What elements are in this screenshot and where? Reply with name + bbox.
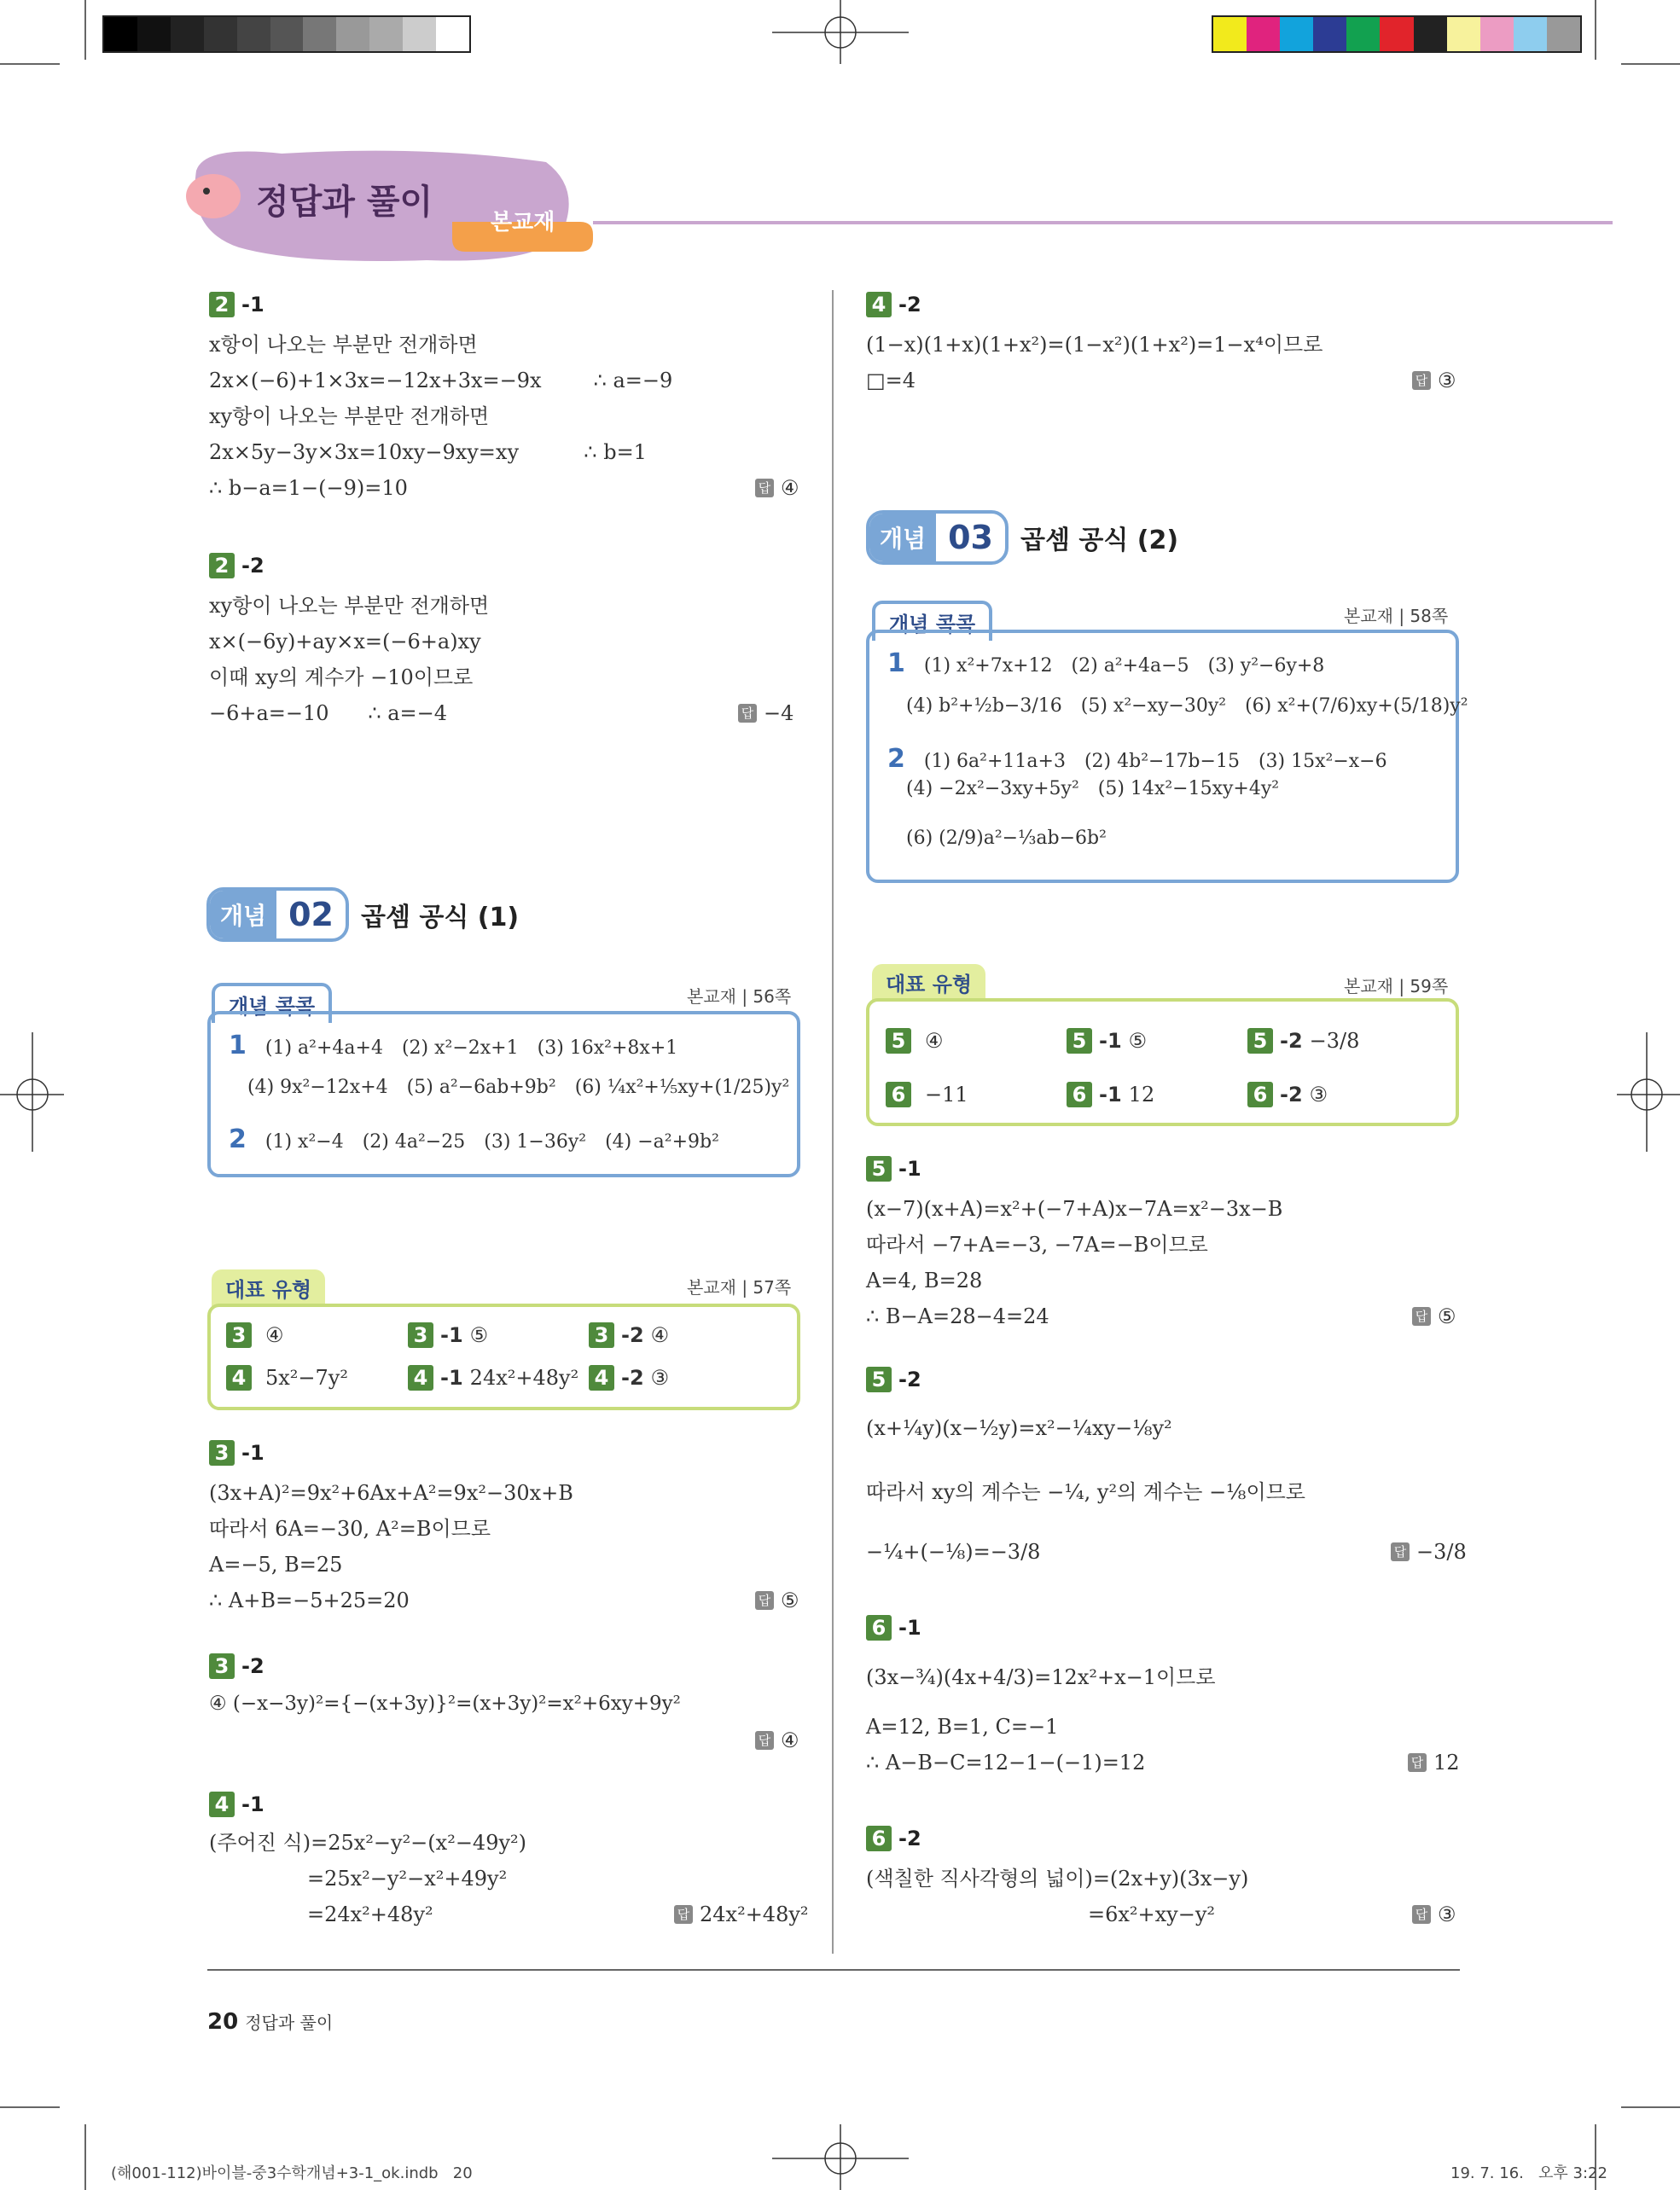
answer: 답 12 [1408, 1751, 1460, 1775]
box-label: 대표 유형 [212, 1269, 325, 1306]
box-item-1-row2: (4) 9x²−12x+4 (5) a²−6ab+9b² (6) ¼x²+⅕xy+(1/25)y² [247, 1077, 790, 1098]
problem-suffix: -2 [241, 1654, 264, 1678]
solution-line: 이때 xy의 계수가 −10이므로 [209, 665, 474, 689]
problem-2-1-heading [209, 292, 264, 317]
page-number: 20 [207, 2009, 239, 2035]
problem-number-badge: 6 [866, 1826, 892, 1851]
answer-mark-icon: 답 [755, 479, 774, 497]
solution-line: ∴ A+B=−5+25=20 [209, 1589, 410, 1612]
problem-number-badge: 2 [209, 553, 235, 578]
solution-line: A=−5, B=25 [209, 1553, 343, 1577]
solution-line: −6+a=−10 ∴ a=−4 [209, 701, 448, 725]
concept-number: 02 [288, 896, 334, 933]
answer-cell: 5 -2 −3/8 [1247, 1028, 1359, 1054]
concept-heading [866, 510, 1178, 565]
representative-types-box [207, 1304, 800, 1410]
solution-line: (x+¼y)(x−½y)=x²−¼xy−⅛y² [866, 1416, 1172, 1440]
solution-line: A=4, B=28 [866, 1269, 983, 1293]
answer-cell: 6 -1 12 [1067, 1082, 1154, 1107]
answer-cell: 5 ④ [886, 1028, 944, 1054]
solution-line: (x−7)(x+A)=x²+(−7+A)x−7A=x²−3x−B [866, 1197, 1283, 1221]
box-item-1-row2: (4) b²+½b−3/16 (5) x²−xy−30y² (6) x²+(7/6)xy+(5/18)y² [906, 695, 1468, 717]
solution-line: (1−x)(1+x)(1+x²)=(1−x²)(1+x²)=1−x⁴이므로 [866, 333, 1323, 357]
solution-line: x항이 나오는 부분만 전개하면 [209, 333, 478, 357]
answer-cell: 3 -2 ④ [589, 1322, 669, 1348]
answer-mark-icon: 답 [1412, 1307, 1431, 1326]
box-label: 개념 콕콕 [872, 601, 992, 641]
print-timestamp: 19. 7. 16. 오후 3:22 [1450, 2164, 1607, 2182]
page-footer [207, 2009, 333, 2035]
concept-title: 곱셈 공식 (2) [1020, 526, 1179, 555]
answer: 답 −4 [738, 701, 793, 725]
textbook-reference: 본교재 | 58쪽 [1344, 606, 1449, 626]
concept-number: 03 [948, 519, 993, 556]
solution-line: −¼+(−⅛)=−3/8 [866, 1540, 1041, 1564]
print-file-info: (해001-112)바이블-중3수학개념+3-1_ok.indb 20 [111, 2164, 473, 2182]
concept-heading [206, 887, 519, 942]
problem-suffix: -1 [241, 293, 264, 317]
problem-3-2-heading [209, 1653, 264, 1679]
solution-line: □=4 [866, 369, 916, 392]
box-label: 대표 유형 [872, 964, 985, 1001]
answer-cell: 6 −11 [886, 1082, 968, 1107]
box-item-1: 1 (1) x²+7x+12 (2) a²+4a−5 (3) y²−6y+8 [887, 648, 1325, 678]
answer-mark-icon: 답 [1408, 1753, 1427, 1772]
textbook-reference: 본교재 | 57쪽 [687, 1277, 792, 1298]
problem-suffix: -1 [898, 1616, 921, 1640]
problem-3-1-heading [209, 1440, 264, 1466]
problem-number-badge: 5 [866, 1156, 892, 1182]
solution-line: =24x²+48y² [307, 1902, 433, 1926]
solution-line: (주어진 식)=25x²−y²−(x²−49y²) [209, 1831, 527, 1855]
problem-6-2-heading [866, 1826, 921, 1851]
box-item-2-row2: (4) −2x²−3xy+5y² (5) 14x²−15xy+4y² [906, 778, 1280, 799]
solution-line: =25x²−y²−x²+49y² [307, 1867, 508, 1891]
answer: 답 ③ [1412, 1902, 1456, 1926]
box-item-2: 2 (1) 6a²+11a+3 (2) 4b²−17b−15 (3) 15x²−x−6 [887, 744, 1387, 774]
header-title: 정답과 풀이 [256, 183, 433, 222]
answer-mark-icon: 답 [755, 1591, 774, 1610]
answer-cell: 4 -2 ③ [589, 1365, 669, 1391]
problem-number-badge: 4 [209, 1792, 235, 1817]
textbook-reference: 본교재 | 56쪽 [687, 986, 792, 1007]
solution-line: ∴ A−B−C=12−1−(−1)=12 [866, 1751, 1146, 1775]
solution-line: 2x×5y−3y×3x=10xy−9xy=xy ∴ b=1 [209, 440, 647, 464]
answer: 답 ③ [1412, 369, 1456, 392]
answer: 답 ④ [755, 1728, 799, 1752]
concept-label: 개념 [869, 514, 936, 561]
problem-number-badge: 3 [209, 1653, 235, 1679]
answer: 답 ⑤ [755, 1589, 799, 1612]
answer: 답 −3/8 [1391, 1540, 1467, 1564]
solution-line: x×(−6y)+ay×x=(−6+a)xy [209, 630, 481, 654]
solution-line: (색칠한 직사각형의 넓이)=(2x+y)(3x−y) [866, 1867, 1249, 1891]
column-divider [832, 290, 834, 1954]
answer: 답 24x²+48y² [674, 1902, 809, 1926]
answer: 답 ④ [755, 476, 799, 500]
answer-mark-icon: 답 [674, 1905, 693, 1924]
textbook-reference: 본교재 | 59쪽 [1344, 976, 1449, 996]
problem-suffix: -1 [241, 1441, 264, 1465]
solution-line: (3x−¾)(4x+4/3)=12x²+x−1이므로 [866, 1665, 1216, 1689]
problem-5-2-heading [866, 1367, 921, 1392]
problem-suffix: -2 [241, 554, 264, 578]
answer-mark-icon: 답 [738, 704, 757, 723]
answer: 답 ⑤ [1412, 1304, 1456, 1328]
answer-cell: 6 -2 ③ [1247, 1082, 1328, 1107]
problem-4-2-heading [866, 292, 921, 317]
answer-mark-icon: 답 [1391, 1542, 1410, 1561]
solution-line: 따라서 −7+A=−3, −7A=−B이므로 [866, 1233, 1208, 1257]
answer-cell: 3 -1 ⑤ [408, 1322, 488, 1348]
header-tag: 본교재 [491, 210, 555, 235]
answer-cell: 4 5x²−7y² [226, 1365, 348, 1391]
box-item-2: 2 (1) x²−4 (2) 4a²−25 (3) 1−36y² (4) −a²+9b² [229, 1124, 719, 1154]
solution-line: =6x²+xy−y² [1088, 1902, 1216, 1926]
problem-number-badge: 2 [209, 292, 235, 317]
solution-line: 따라서 xy의 계수는 −¼, y²의 계수는 −⅛이므로 [866, 1480, 1305, 1504]
solution-line: ∴ b−a=1−(−9)=10 [209, 476, 408, 500]
answer-mark-icon: 답 [755, 1731, 774, 1750]
concept-label: 개념 [210, 891, 276, 938]
solution-line: ∴ B−A=28−4=24 [866, 1304, 1049, 1328]
answer-cell: 3 ④ [226, 1322, 284, 1348]
solution-line: 2x×(−6)+1×3x=−12x+3x=−9x ∴ a=−9 [209, 369, 673, 392]
solution-line: ④ (−x−3y)²={−(x+3y)}²=(x+3y)²=x²+6xy+9y² [209, 1693, 681, 1715]
solution-line: 따라서 6A=−30, A²=B이므로 [209, 1517, 491, 1541]
box-label: 개념 콕콕 [212, 983, 332, 1023]
problem-5-1-heading [866, 1156, 921, 1182]
problem-2-2-heading [209, 553, 264, 578]
page-label: 정답과 풀이 [245, 2013, 334, 2033]
problem-number-badge: 5 [866, 1367, 892, 1392]
answer-cell: 5 -1 ⑤ [1067, 1028, 1147, 1054]
solution-line: A=12, B=1, C=−1 [866, 1715, 1059, 1739]
answer-cell: 4 -1 24x²+48y² [408, 1365, 578, 1391]
problem-number-badge: 6 [866, 1615, 892, 1641]
problem-suffix: -2 [898, 293, 921, 317]
answer-mark-icon: 답 [1412, 1905, 1431, 1924]
box-item-2-row3: (6) (2/9)a²−⅓ab−6b² [906, 828, 1107, 849]
problem-4-1-heading [209, 1792, 264, 1817]
solution-line: xy항이 나오는 부분만 전개하면 [209, 594, 490, 618]
solution-line: xy항이 나오는 부분만 전개하면 [209, 404, 490, 428]
problem-number-badge: 3 [209, 1440, 235, 1466]
answer-mark-icon: 답 [1412, 371, 1431, 390]
solution-line: (3x+A)²=9x²+6Ax+A²=9x²−30x+B [209, 1481, 573, 1505]
box-item-1: 1 (1) a²+4a+4 (2) x²−2x+1 (3) 16x²+8x+1 [229, 1031, 678, 1060]
problem-number-badge: 4 [866, 292, 892, 317]
footer-rule [207, 1969, 1460, 1971]
problem-suffix: -2 [898, 1827, 921, 1850]
problem-6-1-heading [866, 1615, 921, 1641]
problem-suffix: -1 [898, 1157, 921, 1181]
problem-suffix: -1 [241, 1792, 264, 1816]
concept-title: 곱셈 공식 (1) [361, 903, 520, 932]
problem-suffix: -2 [898, 1368, 921, 1391]
